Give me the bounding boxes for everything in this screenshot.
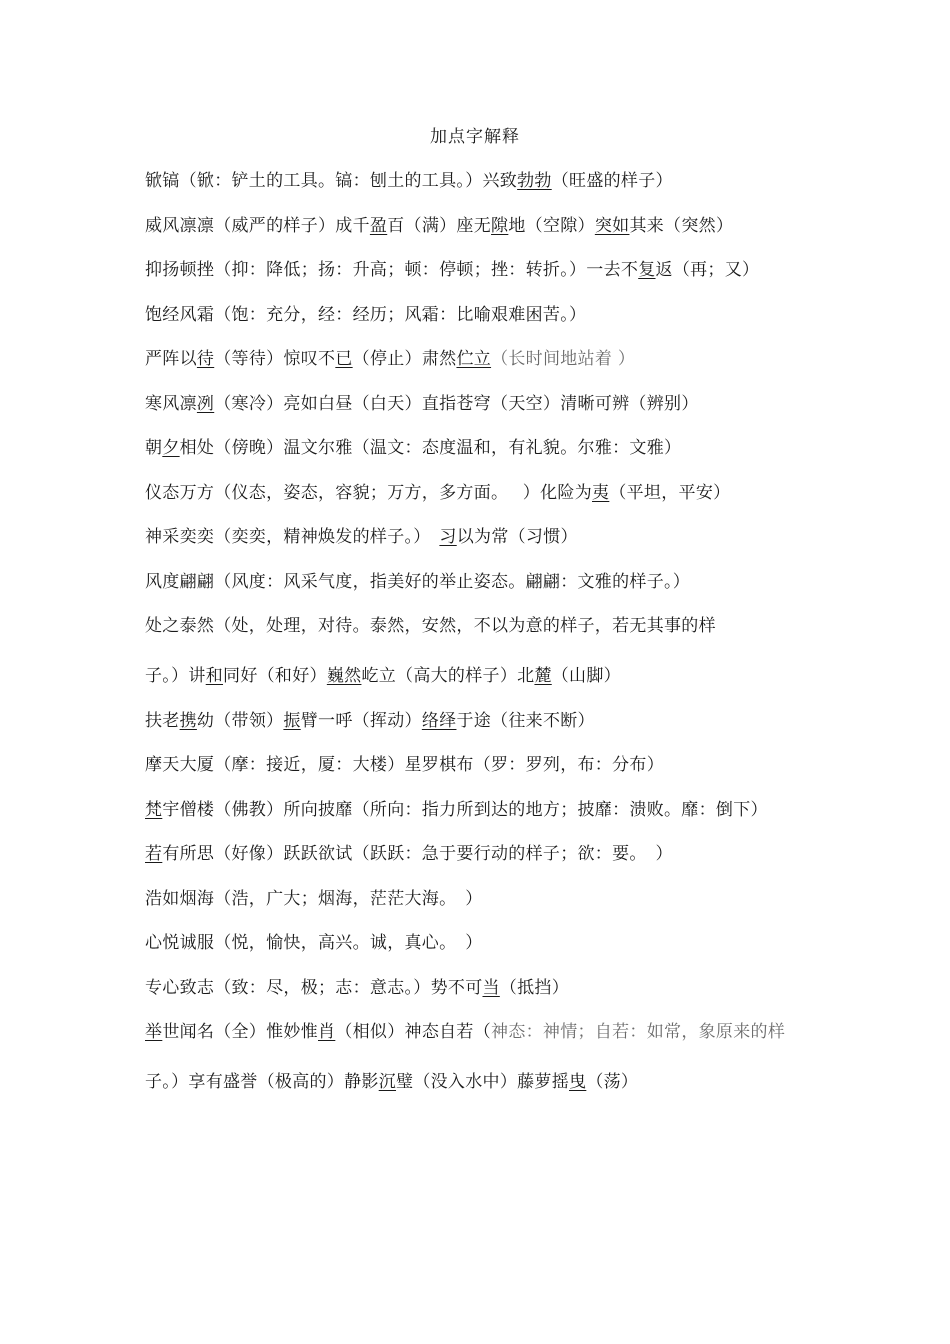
text-line-20 [145,1019,813,1069]
underlined-word: 复 [638,260,656,280]
text-segment: 返（再；又） [655,260,760,280]
text-line-6 [145,391,813,436]
text-segment: 神采奕奕（奕奕，精神焕发的样子。） [145,527,440,547]
text-segment: 风度翩翩（风度：风采气度，指美好的举止姿态。翩翩：文雅的样子。） [145,571,691,592]
underlined-word: 夷 [592,482,610,503]
underlined-word: 络绎 [421,710,457,731]
text-segment: 相处（傍晚）温文尔雅（温文：态度温和，有礼貌。尔雅：文雅） [179,438,682,458]
underlined-word: 夕 [162,438,180,458]
text-line-19 [145,975,813,1020]
underlined-word: 肖 [318,1022,336,1042]
text-line-7 [145,435,813,480]
text-line-18 [145,930,813,975]
text-segment: 朝 [145,438,163,458]
text-line-12 [145,663,813,708]
underlined-word: 当 [482,977,500,998]
text-segment: （平坦，平安） [609,482,731,503]
underlined-word: 突如 [594,215,630,236]
text-segment: 锨镐（锨：铲土的工具。镐：刨土的工具。）兴致 [145,171,518,191]
text-segment: （长时间地站着 ） [491,349,636,369]
text-line-3 [145,257,813,302]
text-segment: 屹立（高大的样子）北 [361,666,535,686]
text-segment: （相似）神态自若（ [335,1022,492,1042]
text-segment: 威风凛凛（威严的样子）成千 [145,215,370,236]
text-segment: 子。）享有盛誉（极高的）静影 [145,1072,379,1092]
page-title: 加点字解释 [430,127,520,147]
underlined-word: 曳 [569,1072,587,1092]
text-segment: （山脚） [551,666,621,686]
underlined-word: 沉 [378,1072,397,1092]
underlined-word: 若 [145,844,163,864]
text-segment: 严阵以 [145,349,197,369]
text-segment: 饱经风霜（饱：充分，经：经历；风霜：比喻艰难困苦。） [145,304,587,325]
underlined-word: 麓 [534,666,552,686]
text-line-10 [145,569,813,614]
text-segment: 抑扬顿挫（抑：降低；扬：升高；顿：停顿；挫：转折。）一去不 [145,260,639,280]
text-segment: 于途（往来不断） [456,710,595,731]
text-segment: 有所思（好像）跃跃欲试（跃跃：急于要行动的样子；欲：要。 ） [162,844,673,864]
underlined-word: 伫立 [456,349,492,369]
text-segment: 摩天大厦（摩：接近，厦：大楼）星罗棋布（罗：罗列，布：分布） [145,755,664,775]
text-line-13 [145,708,813,753]
text-segment: （停止）肃然 [352,349,457,369]
text-segment: 百（满）座无 [387,215,492,236]
text-line-21 [145,1069,813,1114]
text-segment: 地（空隙） [508,215,595,236]
text-segment: 子。）讲 [145,666,206,686]
text-segment: 同好（和好） [223,666,327,686]
text-segment: （寒冷）亮如白昼（白天）直指苍穹（天空）清晰可辨（辨别） [214,393,699,414]
text-segment: 神态：神情；自若：如常，象原来的样 [491,1022,786,1042]
text-segment: 世闻名（全）惟妙惟 [162,1022,319,1042]
text-line-8 [145,480,813,525]
underlined-word: 勃勃 [517,171,552,191]
text-segment: 浩如烟海（浩，广大；烟海，茫茫大海。 ） [145,888,483,909]
text-line-1 [145,168,813,213]
text-segment: 臂一呼（挥动） [300,710,422,731]
underlined-word: 梵 [145,799,163,820]
text-segment: （抵挡） [499,977,570,998]
text-line-4 [145,302,813,347]
text-segment: 寒风凛 [145,393,197,414]
text-segment: 其来（突然） [629,215,734,236]
text-line-16 [145,841,813,886]
text-segment: 宇僧楼（佛教）所向披靡（所向：指力所到达的地方；披靡：溃败。靡：倒下） [162,799,768,820]
text-segment: 扶老 [145,710,180,731]
text-segment: （荡） [586,1072,639,1092]
underlined-word: 隙 [491,215,509,236]
text-line-17 [145,886,813,931]
text-line-9 [145,524,813,569]
document-body [145,168,813,1114]
underlined-word: 振 [283,710,301,731]
text-segment: （旺盛的样子） [551,171,673,191]
underlined-word: 举 [145,1022,163,1042]
text-line-2 [145,213,813,258]
text-segment: 璧（没入水中）藤萝摇 [396,1072,570,1092]
underlined-word: 携 [179,710,197,731]
underlined-word: 和 [205,666,224,686]
underlined-word: 盈 [369,215,388,236]
text-line-15 [145,797,813,842]
text-segment: 幼（带领） [196,710,284,731]
underlined-word: 待 [196,349,215,369]
text-segment: 专心致志（致：尽，极；志：意志。）势不可 [145,977,483,998]
text-segment: （等待）惊叹不 [214,349,336,369]
text-segment: 以为常（习惯） [456,527,578,547]
underlined-word: 已 [335,349,353,369]
underlined-word: 习 [439,527,457,547]
underlined-word: 冽 [196,393,215,414]
text-segment: 处之泰然（处，处理，对待。泰然，安然，不以为意的样子，若无其事的样 [145,616,716,636]
text-line-11 [145,613,813,663]
text-line-5 [145,346,813,391]
text-segment: 仪态万方（仪态，姿态，容貌；万方，多方面。 ）化险为 [145,482,593,503]
text-line-14 [145,752,813,797]
underlined-word: 巍然 [326,666,362,686]
text-segment: 心悦诚服（悦，愉快，高兴。诚，真心。 ） [145,933,483,953]
